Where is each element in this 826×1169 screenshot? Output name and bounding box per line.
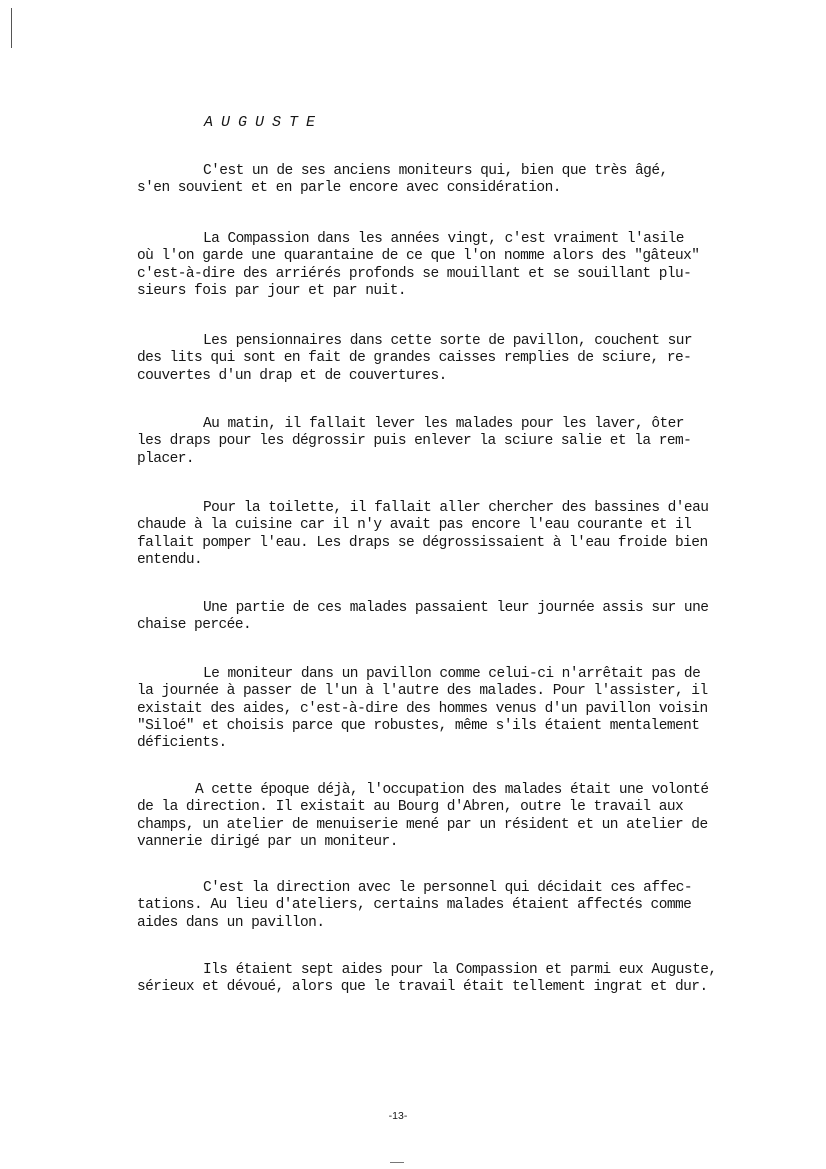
text-line: s'en souvient et en parle encore avec considération.	[137, 180, 561, 197]
text-line: placer.	[137, 450, 195, 467]
margin-line	[11, 8, 12, 48]
text-line: c'est-à-dire des arriérés profonds se mouillant et se souillant plu-	[137, 265, 692, 282]
text-line: chaise percée.	[137, 617, 252, 634]
text-line: La Compassion dans les années vingt, c'est vraiment l'asile	[203, 231, 684, 247]
text-line: sérieux et dévoué, alors que le travail était tellement ingrat et dur.	[137, 979, 708, 996]
page-number: -13-	[388, 1110, 408, 1122]
text-line: les draps pour les dégrossir puis enlever la sciure salie et la rem-	[137, 433, 692, 450]
text-line: Une partie de ces malades passaient leur journée assis sur une	[203, 600, 709, 616]
text-line: fallait pomper l'eau. Les draps se dégrossissaient à l'eau froide bien	[137, 534, 708, 551]
paragraph-7	[137, 666, 737, 752]
text-line: couvertes d'un drap et de couvertures.	[137, 367, 447, 384]
text-line: chaude à la cuisine car il n'y avait pas encore l'eau courante et il	[137, 517, 692, 534]
text-line: Les pensionnaires dans cette sorte de pavillon, couchent sur	[203, 333, 693, 349]
text-line: aides dans un pavillon.	[137, 914, 325, 931]
text-line: champs, un atelier de menuiserie mené par un résident et un atelier de	[137, 816, 708, 833]
text-line: déficients.	[137, 735, 227, 752]
paragraph-2	[137, 231, 737, 300]
text-line: Le moniteur dans un pavillon comme celui-ci n'arrêtait pas de	[203, 666, 701, 682]
text-line: Au matin, il fallait lever les malades pour les laver, ôter	[203, 416, 684, 432]
paragraph-9	[137, 880, 737, 932]
paragraph-5	[137, 500, 737, 569]
text-line: des lits qui sont en fait de grandes caisses remplies de sciure, re-	[137, 350, 692, 367]
text-line: "Siloé" et choisis parce que robustes, même s'ils étaient mentalement	[137, 717, 700, 734]
paragraph-1	[137, 163, 737, 198]
paragraph-3	[137, 333, 737, 385]
text-line: A cette époque déjà, l'occupation des malades était une volonté	[195, 782, 709, 798]
text-line: où l'on garde une quarantaine de ce que l'on nomme alors des "gâteux"	[137, 248, 700, 265]
text-line: Ils étaient sept aides pour la Compassion et parmi eux Auguste,	[203, 962, 717, 978]
text-line: entendu.	[137, 551, 203, 568]
text-line: la journée à passer de l'un à l'autre des malades. Pour l'assister, il	[137, 683, 708, 700]
text-line: C'est la direction avec le personnel qui décidait ces affec-	[203, 880, 693, 896]
bottom-mark	[390, 1162, 404, 1163]
text-line: tations. Au lieu d'ateliers, certains malades étaient affectés comme	[137, 897, 692, 914]
text-line: Pour la toilette, il fallait aller chercher des bassines d'eau	[203, 500, 709, 516]
paragraph-10	[137, 962, 737, 997]
text-line: sieurs fois par jour et par nuit.	[137, 282, 406, 299]
text-line: vannerie dirigé par un moniteur.	[137, 833, 398, 850]
paragraph-6	[137, 600, 737, 635]
text-line: de la direction. Il existait au Bourg d'Abren, outre le travail aux	[137, 799, 684, 816]
paragraph-8	[137, 782, 737, 851]
text-line: existait des aides, c'est-à-dire des hommes venus d'un pavillon voisin	[137, 700, 708, 717]
paragraph-4	[137, 416, 737, 468]
text-line: C'est un de ses anciens moniteurs qui, bien que très âgé,	[203, 163, 668, 179]
document-title: AUGUSTE	[204, 114, 324, 131]
